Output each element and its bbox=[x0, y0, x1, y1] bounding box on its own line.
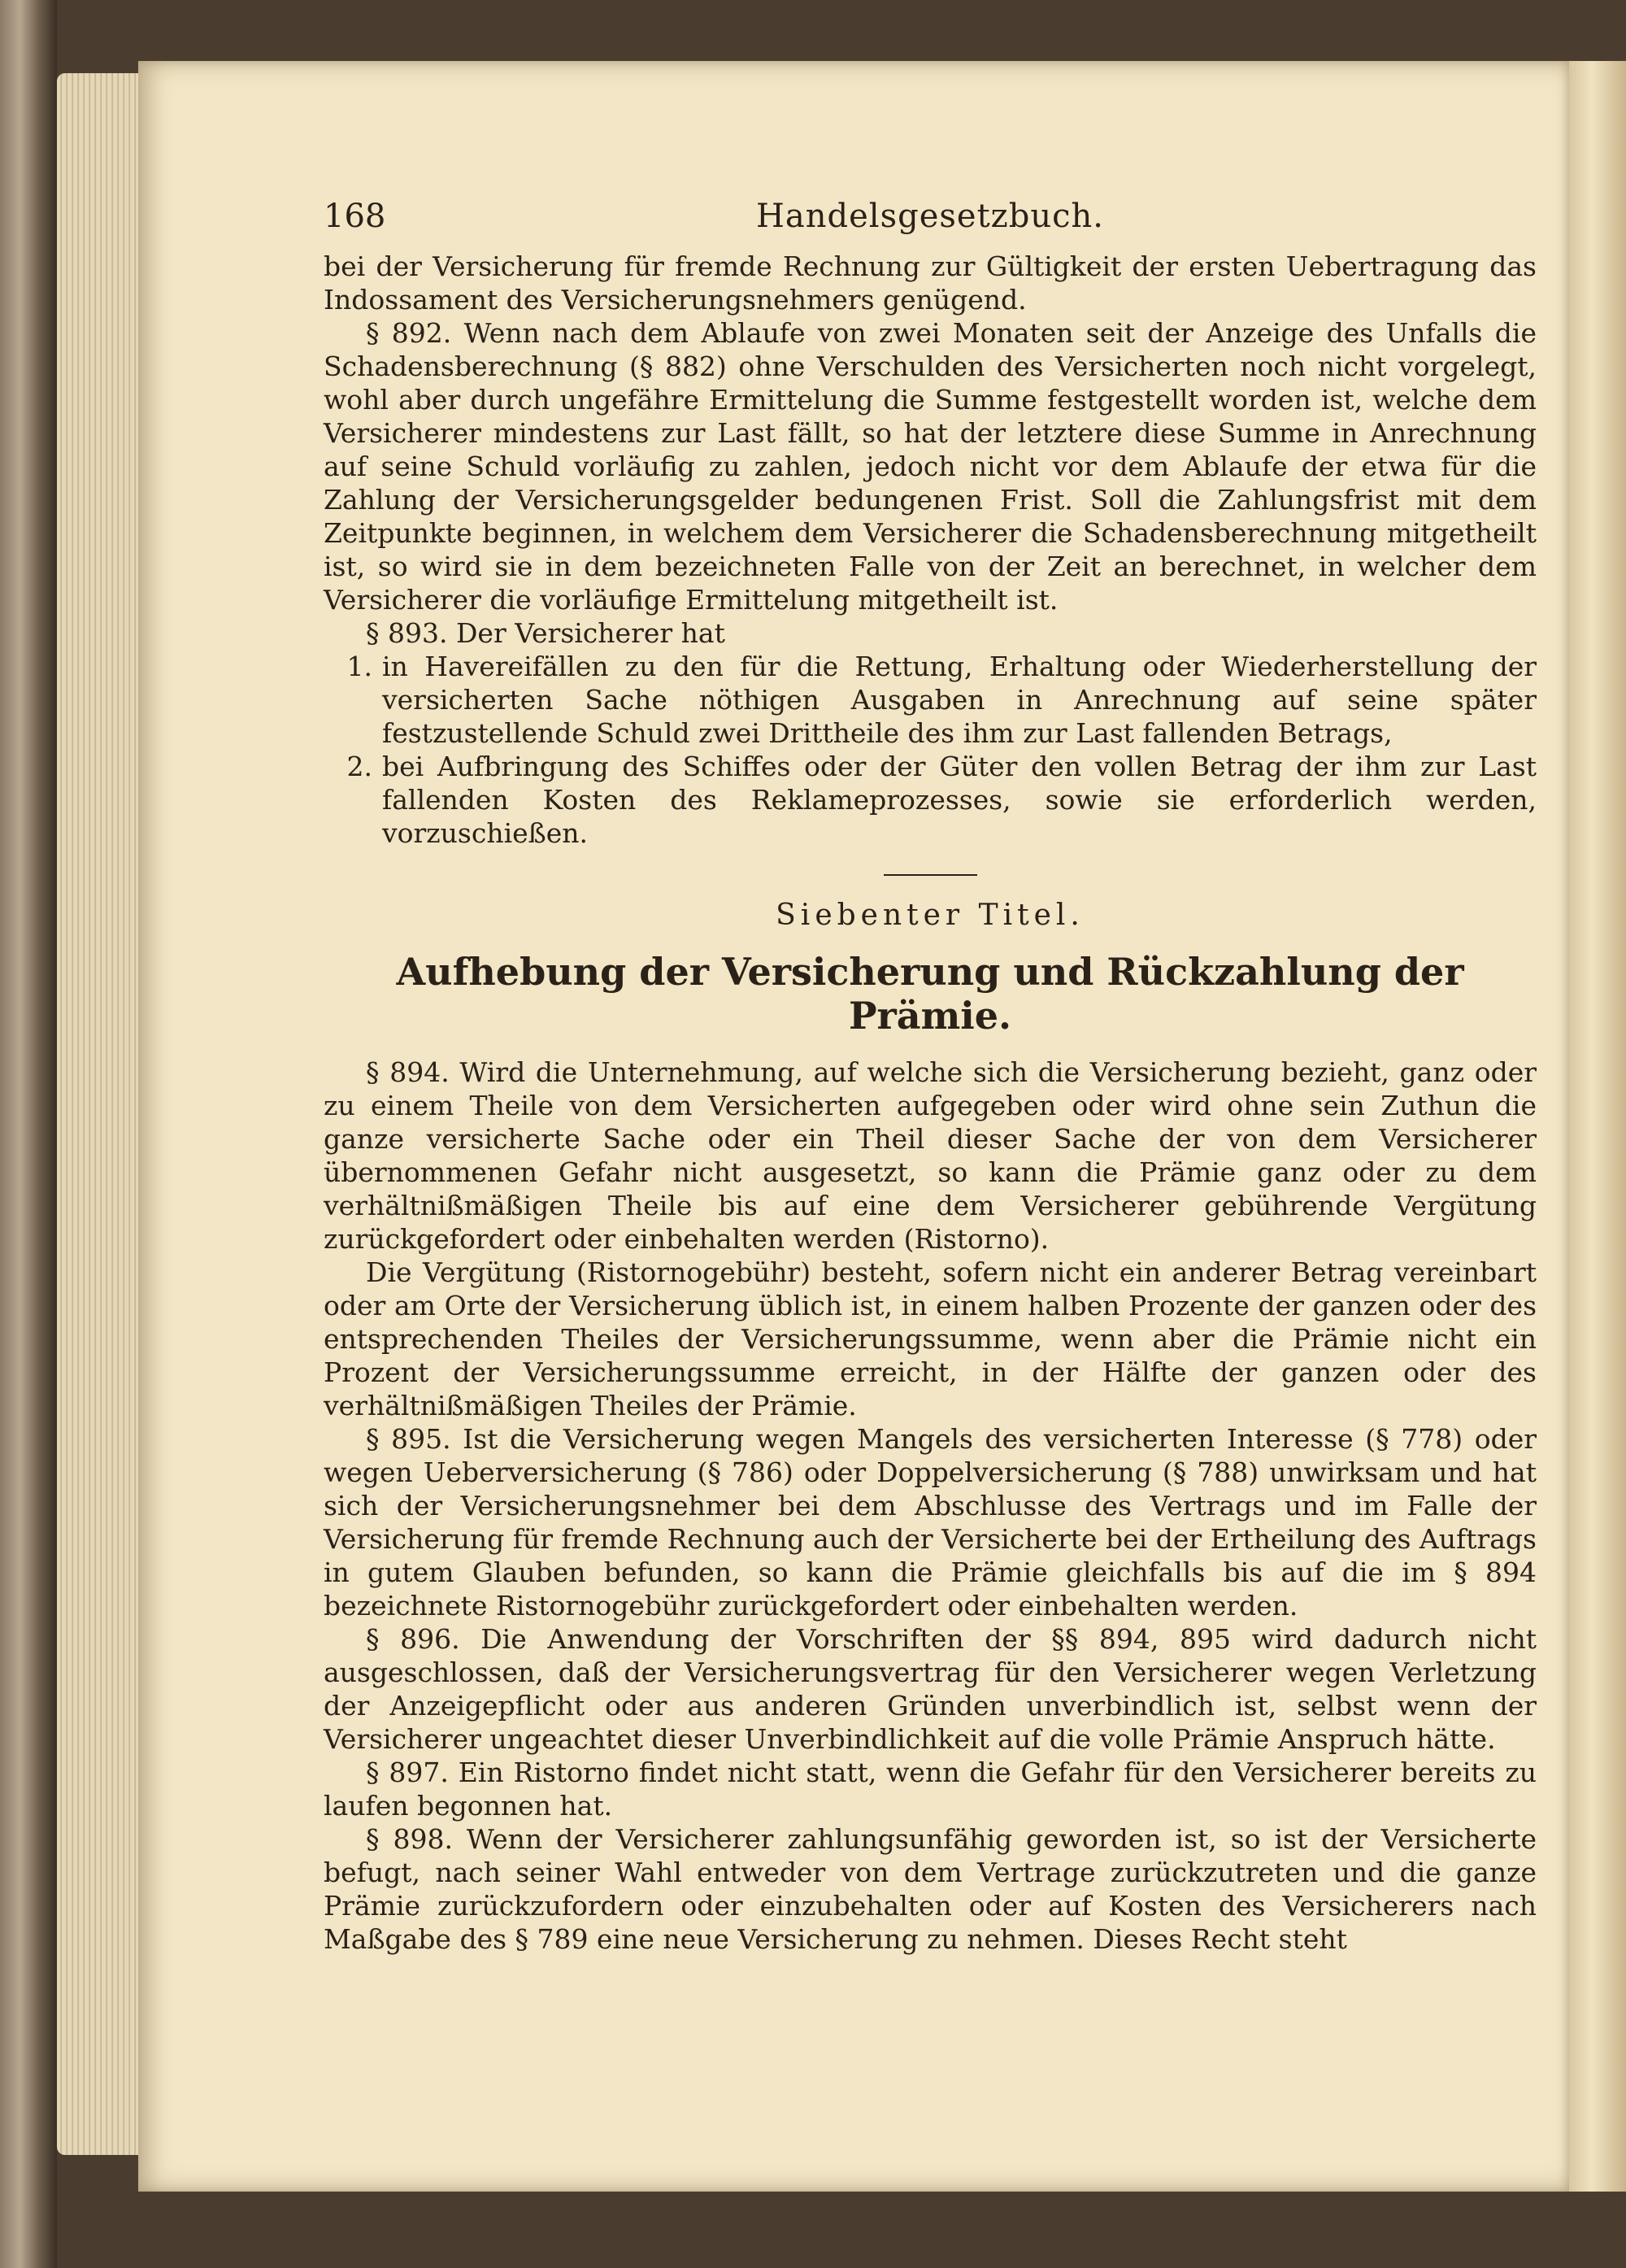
book-binding bbox=[0, 0, 57, 2268]
paragraph-895: § 895. Ist die Versicherung wegen Mangels des versicherten Interesse (§ 778) oder wegen Ueberversicherung (§ 786) oder Doppelversicherung (§ 788) unwirksam und hat sich der Versicherungsnehmer bei dem Abschlusse des Vertrags und im Falle der Versicherung für fremde Rechnung auch der Versicherte bei der Ertheilung des Auftrags in gutem Glauben befunden, so kann die Prämie gleichfalls bis auf die im § 894 bezeichnete Ristornogebühr zurückgefordert oder einbehalten werden. bbox=[324, 1423, 1537, 1622]
list-item-text: in Havereifällen zu den für die Rettung, Erhaltung oder Wiederherstellung der versicherten Sache nöthigen Ausgaben in Anrechnung auf seine später festzustellende Schuld zwei Drittheile des ihm zur Last fallenden Betrags, bbox=[382, 651, 1537, 749]
list-item-text: bei Aufbringung des Schiffes oder der Güter den vollen Betrag der ihm zur Last fallenden Kosten des Reklameprozesses, sowie sie erforderlich werden, vorzuschießen. bbox=[382, 751, 1537, 849]
paragraph-896: § 896. Die Anwendung der Vorschriften der §§ 894, 895 wird dadurch nicht ausgeschlossen, daß der Versicherungsvertrag für den Versicherer wegen Verletzung der Anzeigepflicht oder aus anderen Gründen unverbindlich ist, selbst wenn der Versicherer ungeachtet dieser Unverbindlichkeit auf die volle Prämie Anspruch hätte. bbox=[324, 1623, 1537, 1755]
body-text bbox=[324, 250, 1537, 1956]
page-number: 168 bbox=[324, 198, 386, 235]
paragraph-898: § 898. Wenn der Versicherer zahlungsunfähig geworden ist, so ist der Versicherte befugt, nach seiner Wahl entweder von dem Vertrage zurückzutreten und die ganze Prämie zurückzufordern oder einzubehalten oder auf Kosten des Versicherers nach Maßgabe des § 789 eine neue Versicherung zu nehmen. Dieses Recht steht bbox=[324, 1823, 1537, 1955]
list-item bbox=[324, 750, 1537, 850]
paragraph-897: § 897. Ein Ristorno findet nicht statt, wenn die Gefahr für den Versicherer bereits zu laufen begonnen hat. bbox=[324, 1757, 1537, 1822]
paragraph: Die Vergütung (Ristornogebühr) besteht, sofern nicht ein anderer Betrag vereinbart oder am Orte der Versicherung üblich ist, in einem halben Prozente der ganzen oder des entsprechenden Theiles der Versicherungssumme, wenn aber die Prämie nicht ein Prozent der Versicherungssumme erreicht, in der Hälfte der ganzen oder des verhältnißmäßigen Theiles der Prämie. bbox=[324, 1256, 1537, 1421]
running-title: Handelsgesetzbuch. bbox=[756, 198, 1104, 235]
paragraph-892: § 892. Wenn nach dem Ablaufe von zwei Monaten seit der Anzeige des Unfalls die Schadensberechnung (§ 882) ohne Verschulden des Versicherten noch nicht vorgelegt, wohl aber durch ungefähre Ermittelung die Summe festgestellt worden ist, welche dem Versicherer mindestens zur Last fällt, so hat der letztere diese Summe in Anrechnung auf seine Schuld vorläufig zu zahlen, jedoch nicht vor dem Ablaufe der etwa für die Zahlung der Versicherungsgelder bedungenen Frist. Soll die Zahlungsfrist mit dem Zeitpunkte beginnen, in welchem dem Versicherer die Schadensberechnung mitgetheilt ist, so wird sie in dem bezeichneten Falle von der Zeit an berechnet, in welcher dem Versicherer die vorläufige Ermittelung mitgetheilt ist. bbox=[324, 317, 1537, 616]
list-item-number: 2. bbox=[346, 751, 372, 782]
list-item bbox=[324, 650, 1537, 750]
list-item-number: 1. bbox=[346, 651, 372, 682]
page-header bbox=[324, 198, 1537, 246]
section-label: Siebenter Titel. bbox=[776, 899, 1085, 932]
paragraph-893: § 893. Der Versicherer hat bbox=[366, 617, 725, 649]
book-page bbox=[138, 61, 1569, 2192]
facing-page-edge bbox=[1569, 61, 1626, 2192]
paragraph: bei der Versicherung für fremde Rechnung zur Gültigkeit der ersten Uebertragung das Indossament des Versicherungsnehmers genügend. bbox=[324, 250, 1537, 316]
page-edges bbox=[57, 73, 146, 2155]
section-title: Aufhebung der Versicherung und Rückzahlung der Prämie. bbox=[396, 950, 1464, 1038]
section-divider bbox=[884, 874, 977, 876]
paragraph-894: § 894. Wird die Unternehmung, auf welche sich die Versicherung bezieht, ganz oder zu einem Theile von dem Versicherten aufgegeben oder wird ohne sein Zuthun die ganze versicherte Sache oder ein Theil dieser Sache der von dem Versicherer übernommenen Gefahr nicht ausgesetzt, so kann die Prämie ganz oder zu dem verhältnißmäßigen Theile bis auf eine dem Versicherer gebührende Vergütung zurückgefordert oder einbehalten werden (Ristorno). bbox=[324, 1056, 1537, 1255]
